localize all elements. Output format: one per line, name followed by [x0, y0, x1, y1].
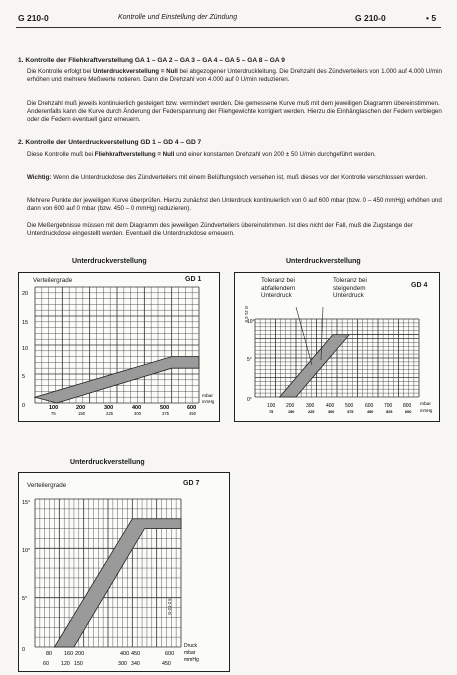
- gd4-side-code: G 21-2 5: [244, 306, 249, 323]
- gd4-xtick-300: 300: [306, 403, 315, 409]
- header-doc-code-right: G 210-0: [355, 13, 386, 23]
- section1-paragraph-1: [27, 68, 442, 84]
- gd1-xtick-100: 100: [49, 405, 59, 411]
- gd7-xtick-mmhg-60: 60: [43, 661, 49, 667]
- gd1-unit-mbar: mbar: [202, 394, 213, 399]
- gd7-side-code: G-21-2 5: [167, 598, 172, 615]
- gd7-xtick-80: 80: [46, 651, 53, 657]
- gd4-xtick-100: 100: [267, 403, 276, 409]
- section2-p2-post: Wenn die Unterdruckdose des Zündverteilers mit einem Belüftungsloch versehen ist, muß dieses vor der Kontrolle verschlossen werden.: [51, 174, 428, 181]
- gd4-leader-falling: [296, 307, 312, 365]
- gd7-xtick-400: 400: [120, 651, 130, 657]
- gd4-label-rising: Toleranz bei steigendem Unterdruck: [333, 277, 367, 299]
- header-title: Kontrolle und Einstellung der Zündung: [118, 14, 238, 21]
- gd1-ytick-0: 0: [22, 403, 26, 409]
- section2-paragraph-4: Die Meßergebnisse müssen mit dem Diagramm des jeweiligen Zündverteilers übereinstimmen. Ist dies nicht der Fall, muß die Zugstange der Unterdruckdose eingestellt werden. Eventuell die Unterdruckdose erneuern.: [27, 222, 413, 237]
- gd7-unit-druck: Druck: [184, 643, 198, 649]
- section1-p1-post: bei abgezogener Unterdruckleitung. Die Drehzahl des Zündverteilers von 1.000 auf 4.000 U/min erhöhen und mehrere Meßwerte notieren. Dann die Drehzahl von 4.000 auf 0 U/min reduzieren.: [27, 68, 442, 83]
- gd7-ylabel: Verteilergrade: [27, 482, 67, 489]
- section2-p1-pre: Diese Kontrolle muß bei: [27, 151, 95, 158]
- gd4-ytick-10: 10°: [247, 319, 255, 325]
- gd1-xtick-mmhg-150: 150: [78, 411, 85, 416]
- gd1-xtick-300: 300: [104, 405, 114, 411]
- gd4-xtick-400: 400: [326, 403, 335, 409]
- gd7-xtick-160: 160: [64, 651, 74, 657]
- gd1-ytick-15: 15: [22, 320, 29, 326]
- gd1-xtick-mmhg-375: 375: [162, 411, 169, 416]
- gd7-xtick-mmhg-300: 300: [118, 661, 127, 667]
- gd7-code: GD 7: [183, 480, 200, 487]
- gd4-box: [234, 272, 440, 422]
- section2-paragraph-3: Mehrere Punkte der jeweiligen Kurve überprüfen. Hierzu zunächst den Unterdruck kontinuierlich von 0 auf 600 mbar (bzw. 0 – 450 mmHg) erhöhen und dann von 600 auf 0 mbar (bzw. 450 – 0 mmHg) reduzieren).: [27, 197, 442, 212]
- header-doc-code-left: G 210-0: [18, 13, 49, 23]
- header-rule: [16, 27, 441, 28]
- gd7-ytick-0: 0: [22, 647, 26, 653]
- gd1-xtick-mmhg-450: 450: [189, 411, 196, 416]
- gd4-xtick-mmhg-450: 450: [367, 410, 374, 414]
- gd7-ytick-10: 10°: [22, 548, 31, 554]
- gd7-unit-mbar: mbar: [184, 650, 196, 656]
- gd4-unit-mbar: mbar: [420, 402, 431, 407]
- gd1-ylabel: Verteilergrade: [33, 277, 73, 284]
- gd7-title: Unterdruckverstellung: [70, 459, 145, 466]
- page-number: • 5: [426, 13, 437, 23]
- gd1-box: [18, 272, 220, 422]
- section2-paragraph-2: [27, 174, 442, 182]
- gd7-box: [18, 472, 230, 672]
- gd1-xtick-mmhg-300: 300: [134, 411, 141, 416]
- gd7-xtick-mmhg-450: 450: [162, 661, 171, 667]
- gd4-chart: [235, 273, 439, 421]
- gd1-unit-mmhg: mmHg: [202, 399, 215, 404]
- gd4-xtick-600: 600: [365, 403, 374, 409]
- gd4-xtick-mmhg-525: 525: [386, 410, 393, 414]
- gd4-ytick-5: 5°: [247, 357, 252, 363]
- gd1-xtick-200: 200: [76, 405, 86, 411]
- gd4-xtick-200: 200: [286, 403, 295, 409]
- gd7-xtick-600: 600: [165, 651, 175, 657]
- gd1-xtick-400: 400: [132, 405, 142, 411]
- gd7-unit-mmhg: mmHg: [184, 657, 199, 663]
- gd7-xtick-mmhg-150: 150: [74, 661, 83, 667]
- gd7-chart: [19, 473, 229, 671]
- gd4-xtick-mmhg-75: 75: [269, 410, 274, 414]
- section2-p1-post: und einer konstanten Drehzahl von 200 ± 50 U/min durchgeführt werden.: [174, 151, 376, 158]
- gd1-ytick-20: 20: [22, 291, 29, 297]
- gd7-xtick-450: 450: [131, 651, 141, 657]
- gd7-ytick-15: 15°: [22, 500, 31, 506]
- section2-p1-bold: Fliehkraftverstellung = Null: [94, 151, 175, 158]
- gd4-xtick-mmhg-150: 150: [288, 410, 295, 414]
- section1-title: 1. Kontrolle der Fliehkraftverstellung GA 1 – GA 2 – GA 3 – GA 4 – GA 5 – GA 8 – GA 9: [18, 57, 285, 64]
- section2-paragraph-1: [27, 151, 442, 159]
- gd4-xtick-700: 700: [384, 403, 393, 409]
- gd4-xtick-mmhg-300: 300: [328, 410, 335, 414]
- gd1-ytick-10: 10: [22, 346, 29, 352]
- gd1-chart: [19, 273, 219, 421]
- gd4-xtick-mmhg-600: 600: [405, 410, 412, 414]
- gd4-xtick-500: 500: [345, 403, 354, 409]
- gd4-unit-mmhg: mmHg: [420, 408, 433, 413]
- gd4-label-falling: Toleranz bei abfallendem Unterdruck: [261, 277, 296, 299]
- gd1-title: Unterdruckverstellung: [72, 258, 147, 265]
- section1-p1-bold: Unterdruckverstellung = Null: [93, 68, 178, 75]
- gd1-ytick-5: 5: [22, 374, 26, 380]
- section1-p1-pre: Die Kontrolle erfolgt bei: [27, 68, 94, 75]
- gd4-title: Unterdruckverstellung: [286, 258, 361, 265]
- gd7-xtick-mmhg-120: 120: [61, 661, 70, 667]
- section2-title: 2. Kontrolle der Unterdruckverstellung GD 1 – GD 4 – GD 7: [18, 139, 202, 146]
- gd1-xtick-mmhg-225: 225: [106, 411, 113, 416]
- gd1-xtick-600: 600: [187, 405, 197, 411]
- gd7-ytick-5: 5°: [22, 596, 28, 602]
- gd4-code: GD 4: [411, 282, 428, 289]
- gd1-code: GD 1: [185, 276, 202, 283]
- gd7-xtick-mmhg-340: 340: [131, 661, 140, 667]
- section2-p2-bold: Wichtig:: [27, 174, 52, 181]
- gd4-xtick-mmhg-225: 225: [308, 410, 315, 414]
- section1-paragraph-2: Die Drehzahl muß jeweils kontinuierlich gesteigert bzw. vermindert werden. Die gemessene Kurve muß mit dem jeweiligen Diagramm übereinstimmen. Anderenfalls kann die Kurve durch Änderung der Federspannung der Fliehgewichte korrigiert werden. Hierzu die Einhänglaschen der Federn verbiegen oder die Federn eventuell ganz erneuern.: [27, 100, 442, 123]
- gd4-ytick-0: 0°: [247, 397, 252, 403]
- gd7-xtick-200: 200: [75, 651, 85, 657]
- gd1-xtick-mmhg-75: 75: [51, 411, 56, 416]
- gd4-xtick-800: 800: [403, 403, 412, 409]
- gd4-xtick-mmhg-375: 375: [347, 410, 354, 414]
- gd1-xtick-500: 500: [160, 405, 170, 411]
